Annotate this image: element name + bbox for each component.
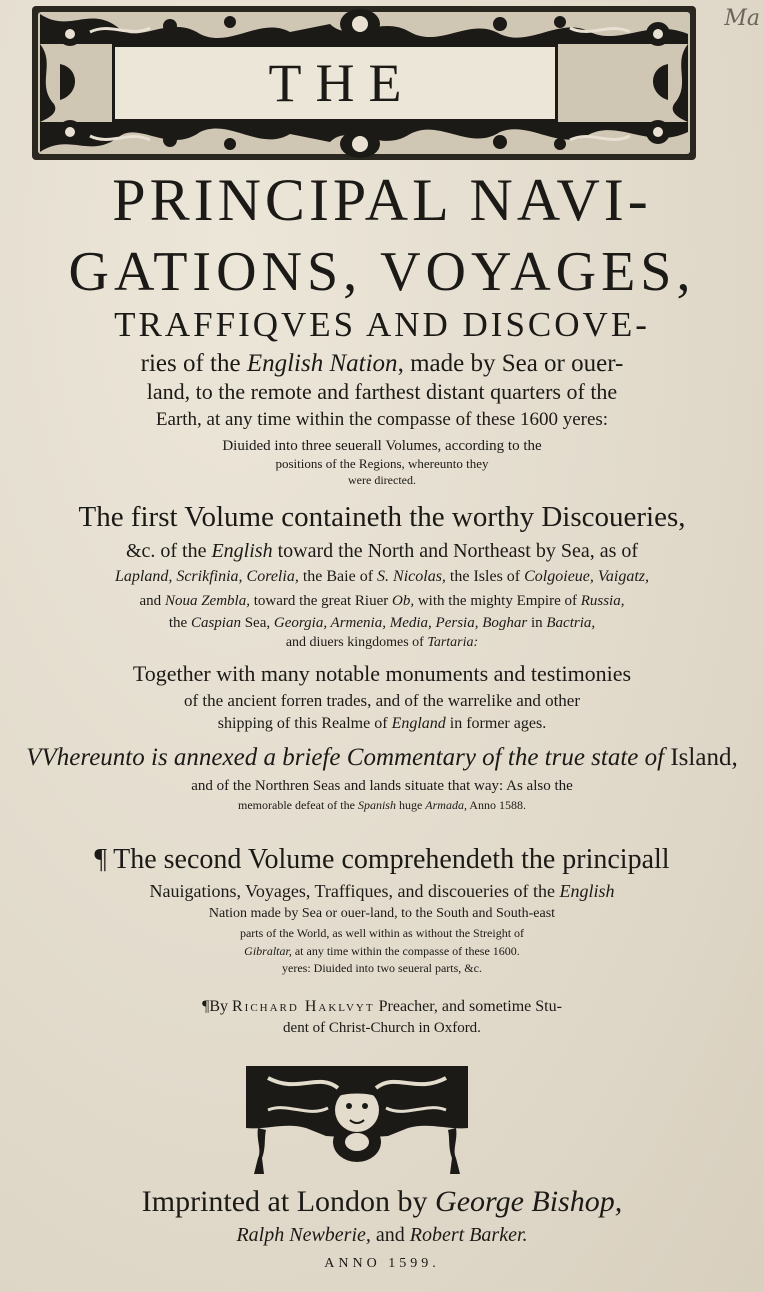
title-line-3: TRAFFIQVES AND DISCOVE- bbox=[114, 305, 650, 344]
whereunto-line-2: and of the Northren Seas and lands situate that way: As also the bbox=[191, 778, 573, 794]
margin-handwriting: Ma bbox=[724, 6, 760, 31]
title-line-1: PRINCIPAL NAVI- bbox=[112, 167, 652, 233]
first-volume-line-2: &c. of the English toward the North and Northeast by Sea, as of bbox=[125, 540, 639, 562]
pilcrow-icon: ¶ bbox=[94, 844, 108, 875]
first-volume-line-3: Lapland, Scrikfinia, Corelia, the Baie of S. Nicolas, the Isles of Colgoieue, Vaigatz, bbox=[114, 568, 650, 585]
whereunto-line-3: memorable defeat of the Spanish huge Armada, Anno 1588. bbox=[238, 798, 526, 812]
together-line-2: of the ancient forren trades, and of the warrelike and other bbox=[183, 691, 580, 710]
whereunto-heading: VVhereunto is annexed a briefe Commentary of the true state of Island, bbox=[26, 744, 738, 771]
first-volume-line-6: and diuers kingdomes of Tartaria: bbox=[285, 635, 479, 650]
together-heading: Together with many notable monuments and testimonies bbox=[132, 661, 632, 686]
author-line-1: ¶By Richard Haklvyt Preacher, and sometime Stu- bbox=[202, 998, 562, 1015]
second-volume-line-6: yeres: Diuided into two seueral parts, &c. bbox=[282, 961, 482, 975]
title-the: THE bbox=[268, 53, 416, 113]
title-cartouche bbox=[112, 44, 558, 122]
subtitle-line-3: Earth, at any time within the compasse of these 1600 yeres: bbox=[155, 409, 609, 430]
second-volume-line-2: Nauigations, Voyages, Traffiques, and discoueries of the English bbox=[149, 881, 615, 901]
second-volume-line-5: Gibraltar, at any time within the compasse of these 1600. bbox=[244, 944, 520, 958]
title-line-2: GATIONS, VOYAGES, bbox=[68, 241, 696, 303]
second-volume-heading: ¶ The second Volume comprehendeth the principall bbox=[0, 842, 764, 878]
author-line-2: dent of Christ-Church in Oxford. bbox=[283, 1020, 481, 1036]
second-volume-line-3: Nation made by Sea or ouer-land, to the South and South-east bbox=[208, 906, 556, 921]
together-line-3: shipping of this Realme of England in former ages. bbox=[217, 715, 547, 732]
first-volume-line-5: the Caspian Sea, Georgia, Armenia, Media, Persia, Boghar in Bactria, bbox=[168, 615, 596, 631]
imprint-date: ANNO 1599. bbox=[324, 1256, 440, 1271]
printers-ornament bbox=[238, 1058, 476, 1178]
second-volume-line-4: parts of the World, as well within as without the Streight of bbox=[239, 926, 525, 940]
first-volume-line-4: and Noua Zembla, toward the great Riuer Ob, with the mighty Empire of Russia, bbox=[139, 593, 625, 609]
imprint-line-2: Ralph Newberie, and Robert Barker. bbox=[236, 1224, 528, 1246]
first-volume-heading: The first Volume containeth the worthy Discoueries, bbox=[78, 501, 686, 533]
subtitle-line-4: Diuided into three seuerall Volumes, according to the bbox=[222, 438, 542, 454]
subtitle-line-5: positions of the Regions, whereunto they bbox=[275, 456, 489, 471]
subtitle-line-6: were directed. bbox=[348, 473, 416, 487]
subtitle-line-1: ries of the English Nation, made by Sea or ouer- bbox=[140, 350, 624, 377]
imprint-line-1: Imprinted at London by George Bishop, bbox=[141, 1185, 623, 1218]
subtitle-line-2: land, to the remote and farthest distant quarters of the bbox=[146, 379, 618, 404]
